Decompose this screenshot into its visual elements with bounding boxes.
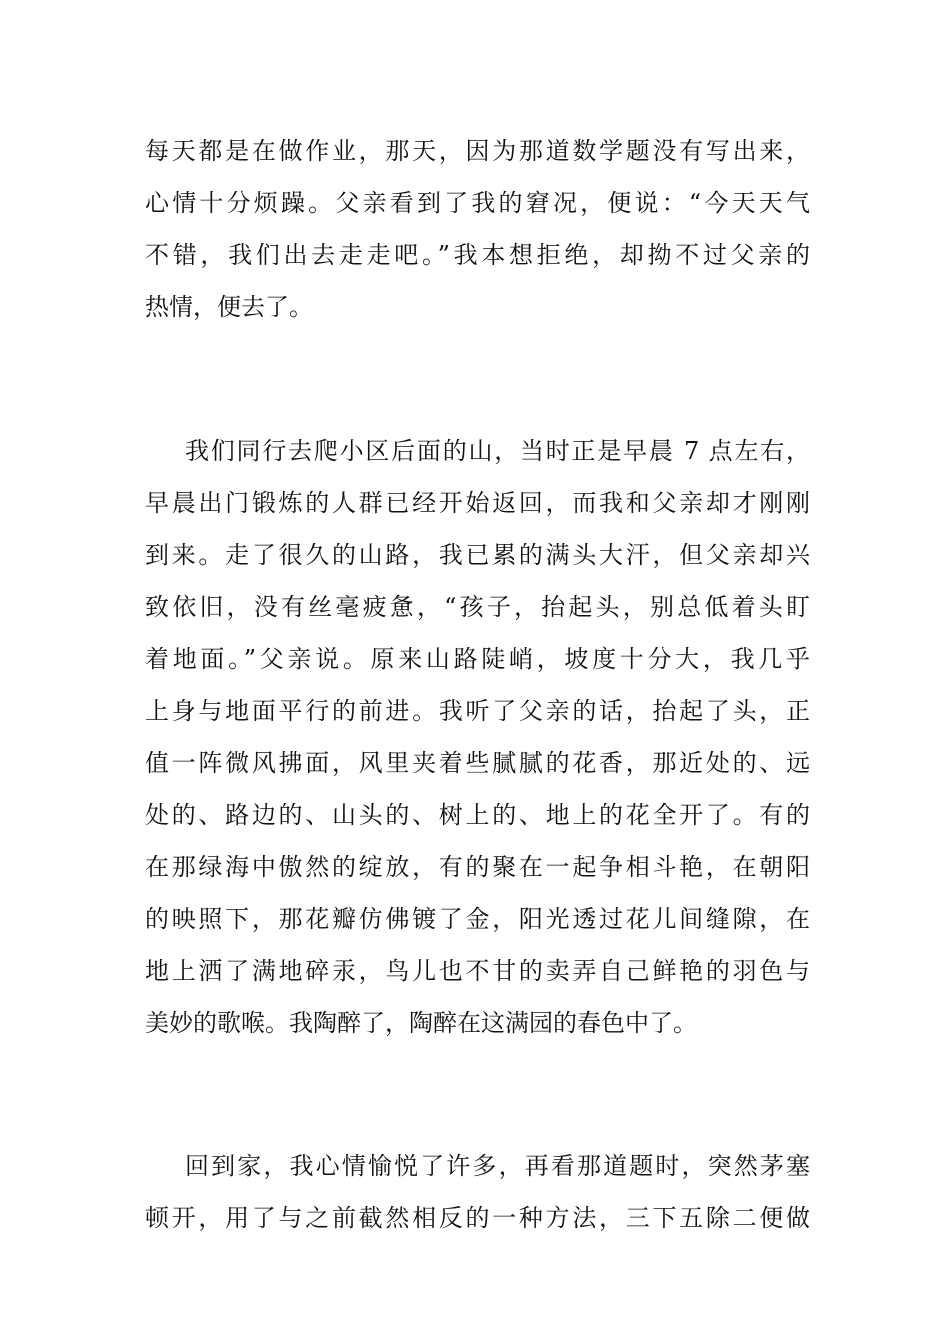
- text-line: 上身与地面平行的前进。我听了父亲的话，抬起了头，正: [145, 697, 810, 725]
- text-line: 不错，我们出去走走吧。”我本想拒绝，却拗不过父亲的: [145, 241, 810, 269]
- text-line: 着地面。”父亲说。原来山路陡峭，坡度十分大，我几乎: [145, 645, 810, 673]
- text-line: 每天都是在做作业，那天，因为那道数学题没有写出来，: [145, 137, 810, 165]
- text-line: 致依旧，没有丝毫疲惫，“孩子，抬起头，别总低着头盯: [145, 593, 810, 621]
- text-line: 地上洒了满地碎汞，鸟儿也不甘的卖弄自己鲜艳的羽色与: [145, 957, 810, 985]
- text-line: 美妙的歌喉。我陶醉了，陶醉在这满园的春色中了。: [145, 1009, 697, 1037]
- text-line: 的映照下，那花瓣仿佛镀了金，阳光透过花儿间缝隙，在: [145, 905, 810, 933]
- text-line: 到来。走了很久的山路，我已累的满头大汗，但父亲却兴: [145, 541, 810, 569]
- text-line: 早晨出门锻炼的人群已经开始返回，而我和父亲却才刚刚: [145, 489, 810, 517]
- text-line: 回到家，我心情愉悦了许多，再看那道题时，突然茅塞: [185, 1152, 810, 1180]
- text-line: 热情，便去了。: [145, 293, 313, 321]
- text-line: 值一阵微风拂面，风里夹着些腻腻的花香，那近处的、远: [145, 749, 810, 777]
- text-line: 心情十分烦躁。父亲看到了我的窘况，便说：“今天天气: [145, 189, 810, 217]
- text-line: 处的、路边的、山头的、树上的、地上的花全开了。有的: [145, 801, 810, 829]
- text-line: 在那绿海中傲然的绽放，有的聚在一起争相斗艳，在朝阳: [145, 853, 810, 881]
- text-line: 顿开，用了与之前截然相反的一种方法，三下五除二便做: [145, 1204, 810, 1232]
- text-line: 我们同行去爬小区后面的山，当时正是早晨 7 点左右，: [185, 437, 810, 465]
